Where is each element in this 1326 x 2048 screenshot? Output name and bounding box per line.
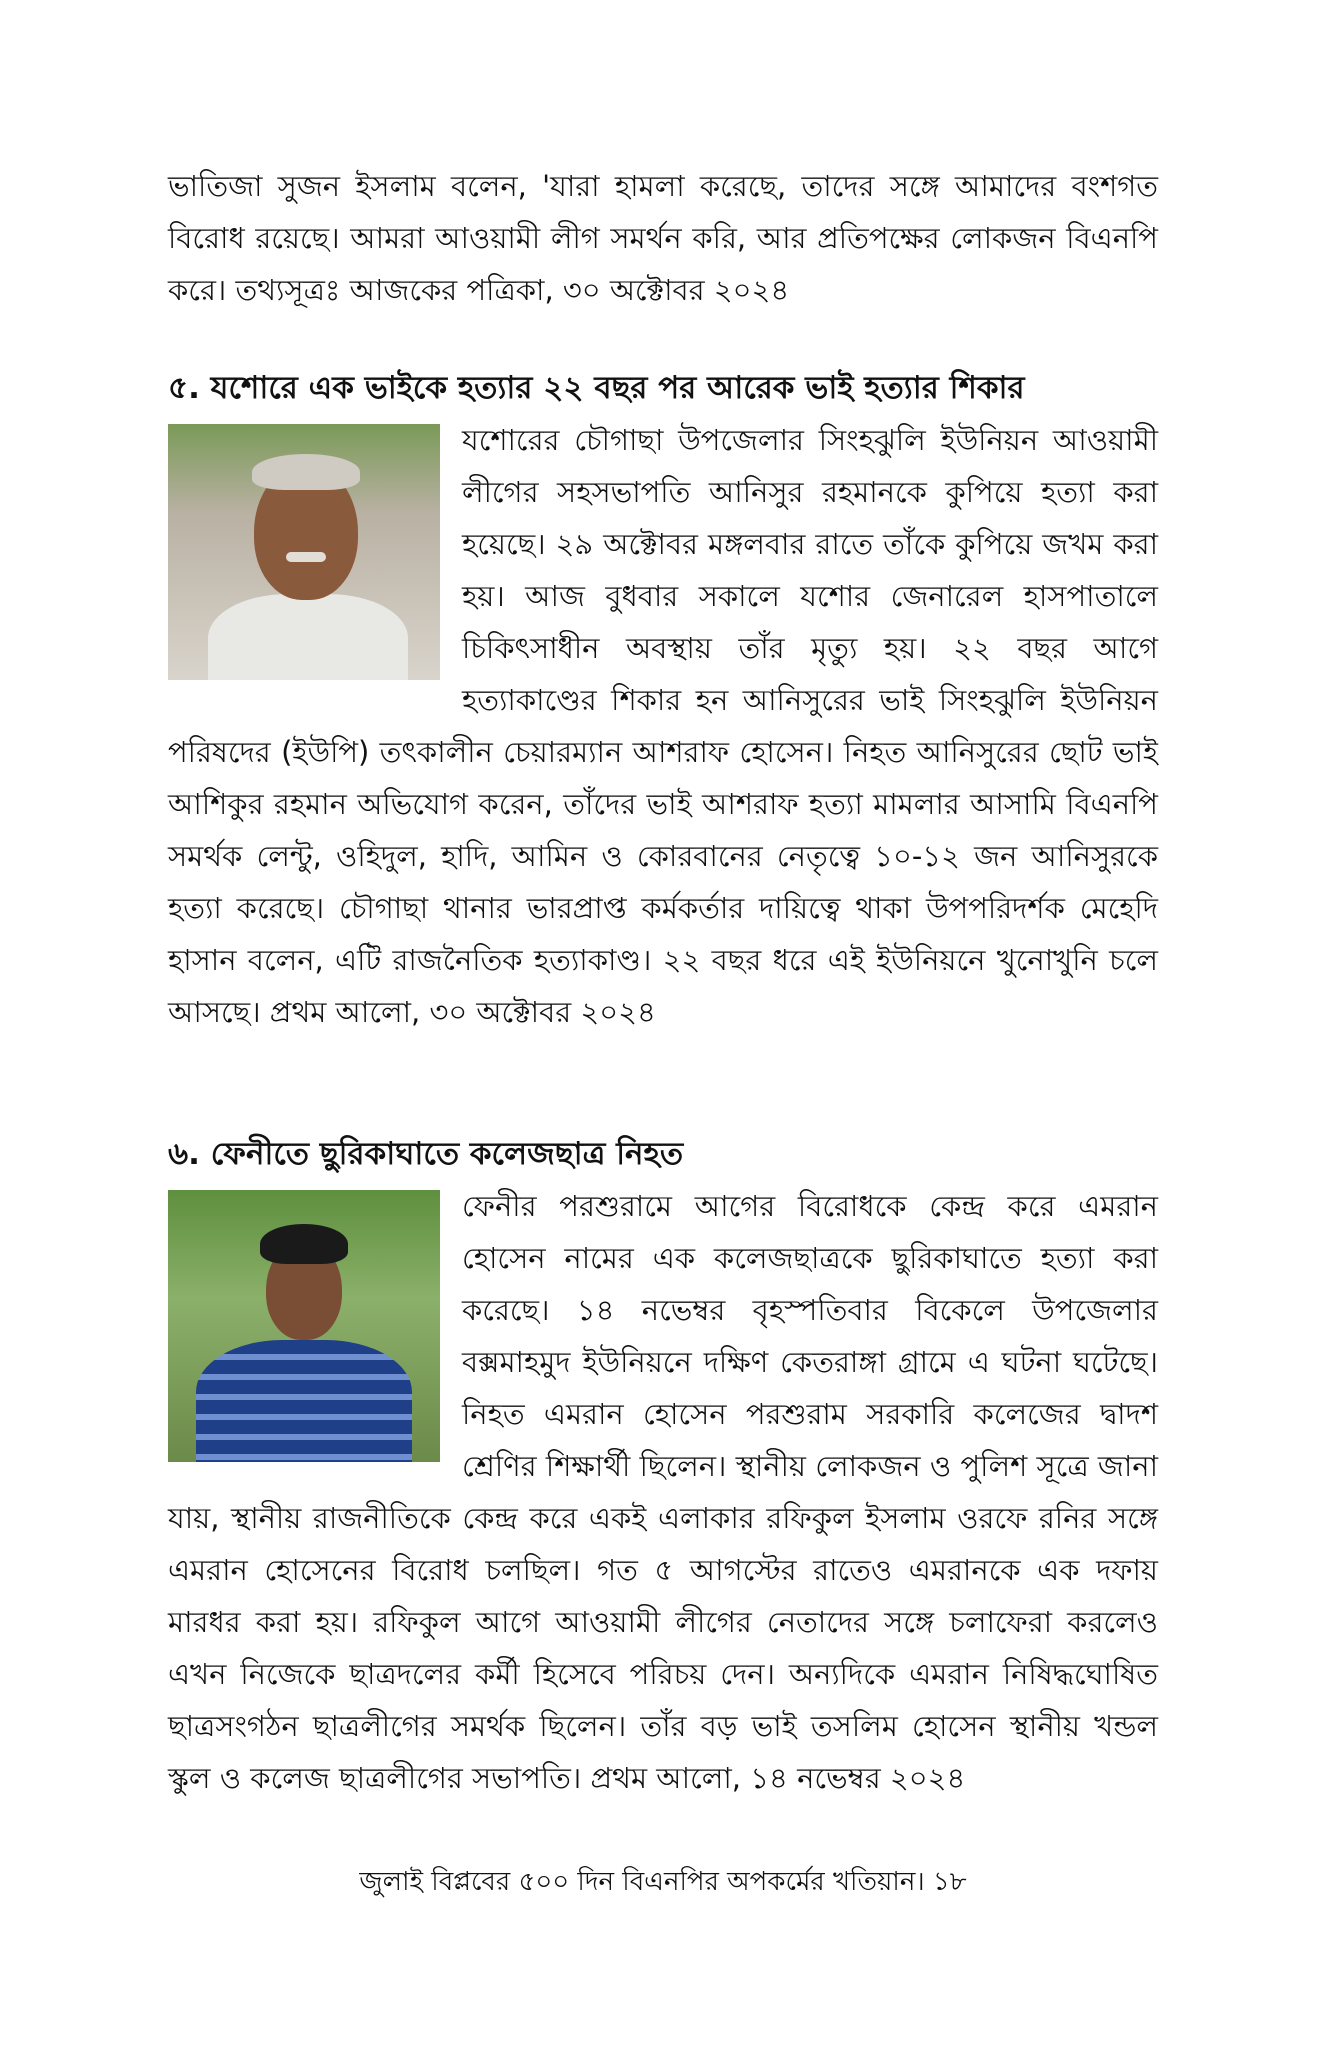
intro-block <box>168 160 1158 316</box>
section-6-body: ফেনীর পরশুরামে আগের বিরোধকে কেন্দ্র করে এমরান হোসেন নামের এক কলেজছাত্রকে ছুরিকাঘাতে হত্যা করা করেছে। ১৪ নভেম্বর বৃহস্পতিবার বিকেলে উপজেলার বক্সমাহমুদ ইউনিয়নে দক্ষিণ কেতরাঙ্গা গ্রামে এ ঘটনা ঘটেছে। নিহত এমরান হোসেন পরশুরাম সরকারি কলেজের দ্বাদশ শ্রেণির শিক্ষার্থী ছিলেন। স্থানীয় লোকজন ও পুলিশ সূত্রে জানা যায়, স্থানীয় রাজনীতিকে কেন্দ্র করে একই এলাকার রফিকুল ইসলাম ওরফে রনির সঙ্গে এমরান হোসেনের বিরোধ চলছিল। গত ৫ আগস্টের রাতেও এমরানকে এক দফায় মারধর করা হয়। রফিকুল আগে আওয়ামী লীগের নেতাদের সঙ্গে চলাফেরা করলেও এখন নিজেকে ছাত্রদলের কর্মী হিসেবে পরিচয় দেন। অন্যদিকে এমরান নিষিদ্ধঘোষিত ছাত্রসংগঠন ছাত্রলীগের সমর্থক ছিলেন। তাঁর বড় ভাই তসলিম হোসেন স্থানীয় খন্ডল স্কুল ও কলেজ ছাত্রলীগের সভাপতি। প্রথম আলো, ১৪ নভেম্বর ২০২৪ <box>168 1189 1158 1795</box>
section-5-heading: ৫. যশোরে এক ভাইকে হত্যার ২২ বছর পর আরেক ভাই হত্যার শিকার <box>168 370 1025 406</box>
page-footer: জুলাই বিপ্লবের ৫০০ দিন বিএনপির অপকর্মের খতিয়ান। ১৮ <box>359 1867 967 1897</box>
intro-paragraph: ভাতিজা সুজন ইসলাম বলেন, 'যারা হামলা করেছে, তাদের সঙ্গে আমাদের বংশগত বিরোধ রয়েছে। আমরা আওয়ামী লীগ সমর্থন করি, আর প্রতিপক্ষের লোকজন বিএনপি করে। তথ্যসূত্রঃ আজকের পত্রিকা, ৩০ অক্টোবর ২০২৪ <box>168 169 1158 307</box>
victim-photo-anisur <box>168 424 440 680</box>
victim-photo-emran <box>168 1190 440 1462</box>
section-6-heading: ৬. ফেনীতে ছুরিকাঘাতে কলেজছাত্র নিহত <box>168 1136 684 1172</box>
section-5-body: যশোরের চৌগাছা উপজেলার সিংহঝুলি ইউনিয়ন আওয়ামী লীগের সহসভাপতি আনিসুর রহমানকে কুপিয়ে হত্যা করা হয়েছে। ২৯ অক্টোবর মঙ্গলবার রাতে তাঁকে কুপিয়ে জখম করা হয়। আজ বুধবার সকালে যশোর জেনারেল হাসপাতালে চিকিৎসাধীন অবস্থায় তাঁর মৃত্যু হয়। ২২ বছর আগে হত্যাকাণ্ডের শিকার হন আনিসুরের ভাই সিংহঝুলি ইউনিয়ন পরিষদের (ইউপি) তৎকালীন চেয়ারম্যান আশরাফ হোসেন। নিহত আনিসুরের ছোট ভাই আশিকুর রহমান অভিযোগ করেন, তাঁদের ভাই আশরাফ হত্যা মামলার আসামি বিএনপি সমর্থক লেন্টু, ওহিদুল, হাদি, আমিন ও কোরবানের নেতৃত্বে ১০-১২ জন আনিসুরকে হত্যা করেছে। চৌগাছা থানার ভারপ্রাপ্ত কর্মকর্তার দায়িত্বে থাকা উপপরিদর্শক মেহেদি হাসান বলেন, এটি রাজনৈতিক হত্যাকাণ্ড। ২২ বছর ধরে এই ইউনিয়নে খুনোখুনি চলে আসছে। প্রথম আলো, ৩০ অক্টোবর ২০২৪ <box>168 423 1158 1029</box>
section-6 <box>168 1128 1158 1804</box>
section-5 <box>168 362 1158 1038</box>
